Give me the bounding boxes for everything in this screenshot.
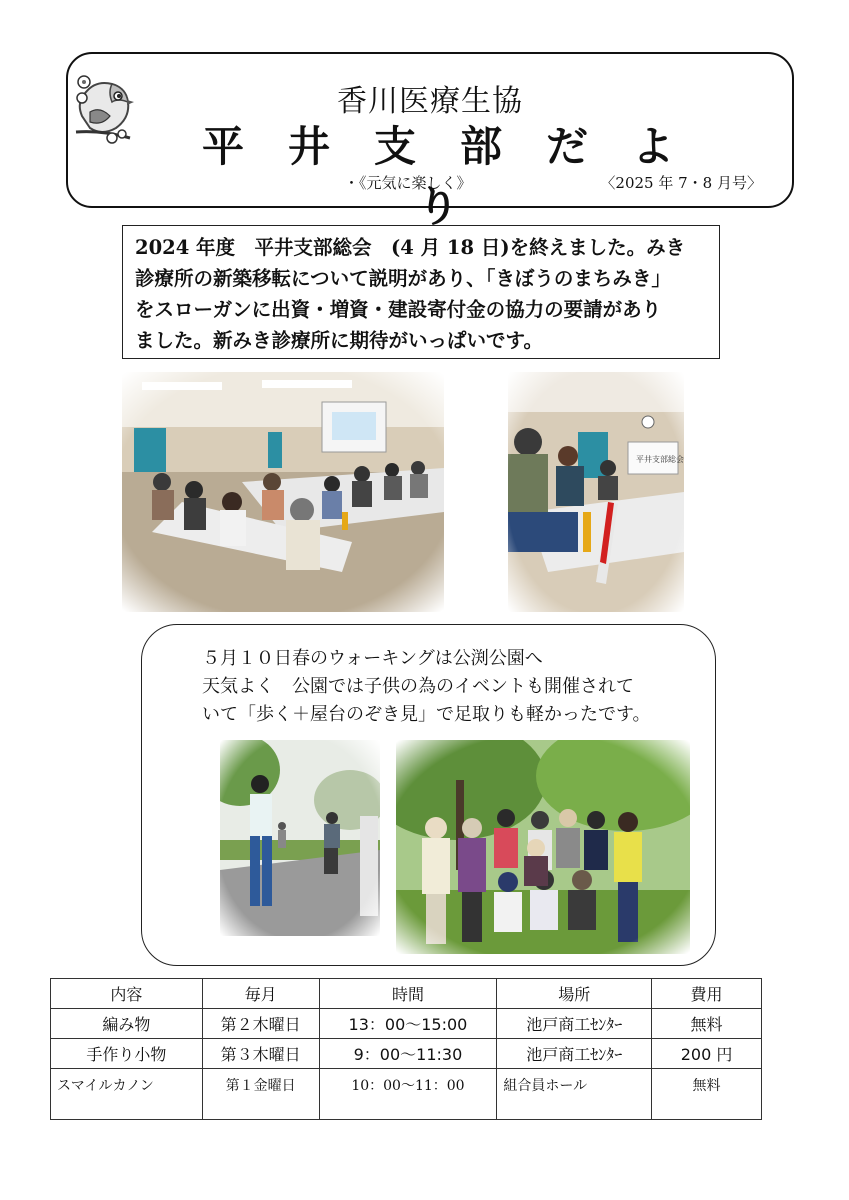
cell-fee: 無料 (652, 1009, 762, 1039)
walking-path-photo (220, 740, 380, 936)
group-photo (396, 740, 690, 954)
cell-time: 9：00～11:30 (319, 1039, 497, 1069)
header-monthly: 毎月 (202, 979, 319, 1009)
notice-line: ました。新みき診療所に期待がいっぱいです。 (135, 329, 543, 352)
cell-fee: 200 円 (652, 1039, 762, 1069)
cell-place: 池戸商工ｾﾝﾀｰ (497, 1009, 652, 1039)
table-header-row (51, 979, 762, 1009)
cell-activity: 編み物 (51, 1009, 203, 1039)
cell-monthly: 第１金曜日 (202, 1069, 319, 1120)
cell-place: 池戸商工ｾﾝﾀｰ (497, 1039, 652, 1069)
newsletter-title: 平井支部だより (201, 122, 718, 231)
table-row (51, 1069, 762, 1120)
notice-line: 2024 年度 平井支部総会 (4 月 18 日)を終えました。みき (135, 236, 686, 259)
activity-schedule-table (50, 978, 762, 1120)
issue-date: 〈2025 年 7・8 月号〉 (600, 174, 762, 192)
cell-monthly: 第３木曜日 (202, 1039, 319, 1069)
cell-time: 10：00～11：00 (319, 1069, 497, 1120)
walk-line: ５月１０日春のウォーキングは公渕公園へ (202, 648, 543, 669)
cell-monthly: 第２木曜日 (202, 1009, 319, 1039)
general-meeting-notice (122, 225, 720, 359)
cell-activity: スマイルカノン (51, 1069, 203, 1120)
cell-activity: 手作り小物 (51, 1039, 203, 1069)
table-row (51, 1039, 762, 1069)
notice-line: をスローガンに出資・増資・建設寄付金の協力の要請があり (135, 298, 662, 321)
newsletter-header (66, 52, 794, 231)
notice-line: 診療所の新築移転について説明があり、「きぼうのまちみき」 (135, 267, 671, 290)
motto: ・《元気に楽しく》 (344, 174, 472, 192)
cell-place: 組合員ホール (497, 1069, 652, 1120)
walk-line: いて「歩く＋屋台のぞき見」で足取りも軽かったです。 (202, 704, 651, 725)
header-fee: 費用 (652, 979, 762, 1009)
header-activity: 内容 (51, 979, 203, 1009)
walking-report (202, 645, 651, 729)
organization-name: 香川医療生協 (337, 84, 523, 119)
cell-fee: 無料 (652, 1069, 762, 1120)
header-place: 場所 (497, 979, 652, 1009)
header-time: 時間 (319, 979, 497, 1009)
meeting-hall-photo (122, 372, 444, 612)
walk-line: 天気よく 公園では子供の為のイベントも開催されて (202, 676, 634, 697)
meeting-closeup-photo (508, 372, 684, 612)
table-row (51, 1009, 762, 1039)
cell-time: 13：00～15:00 (319, 1009, 497, 1039)
